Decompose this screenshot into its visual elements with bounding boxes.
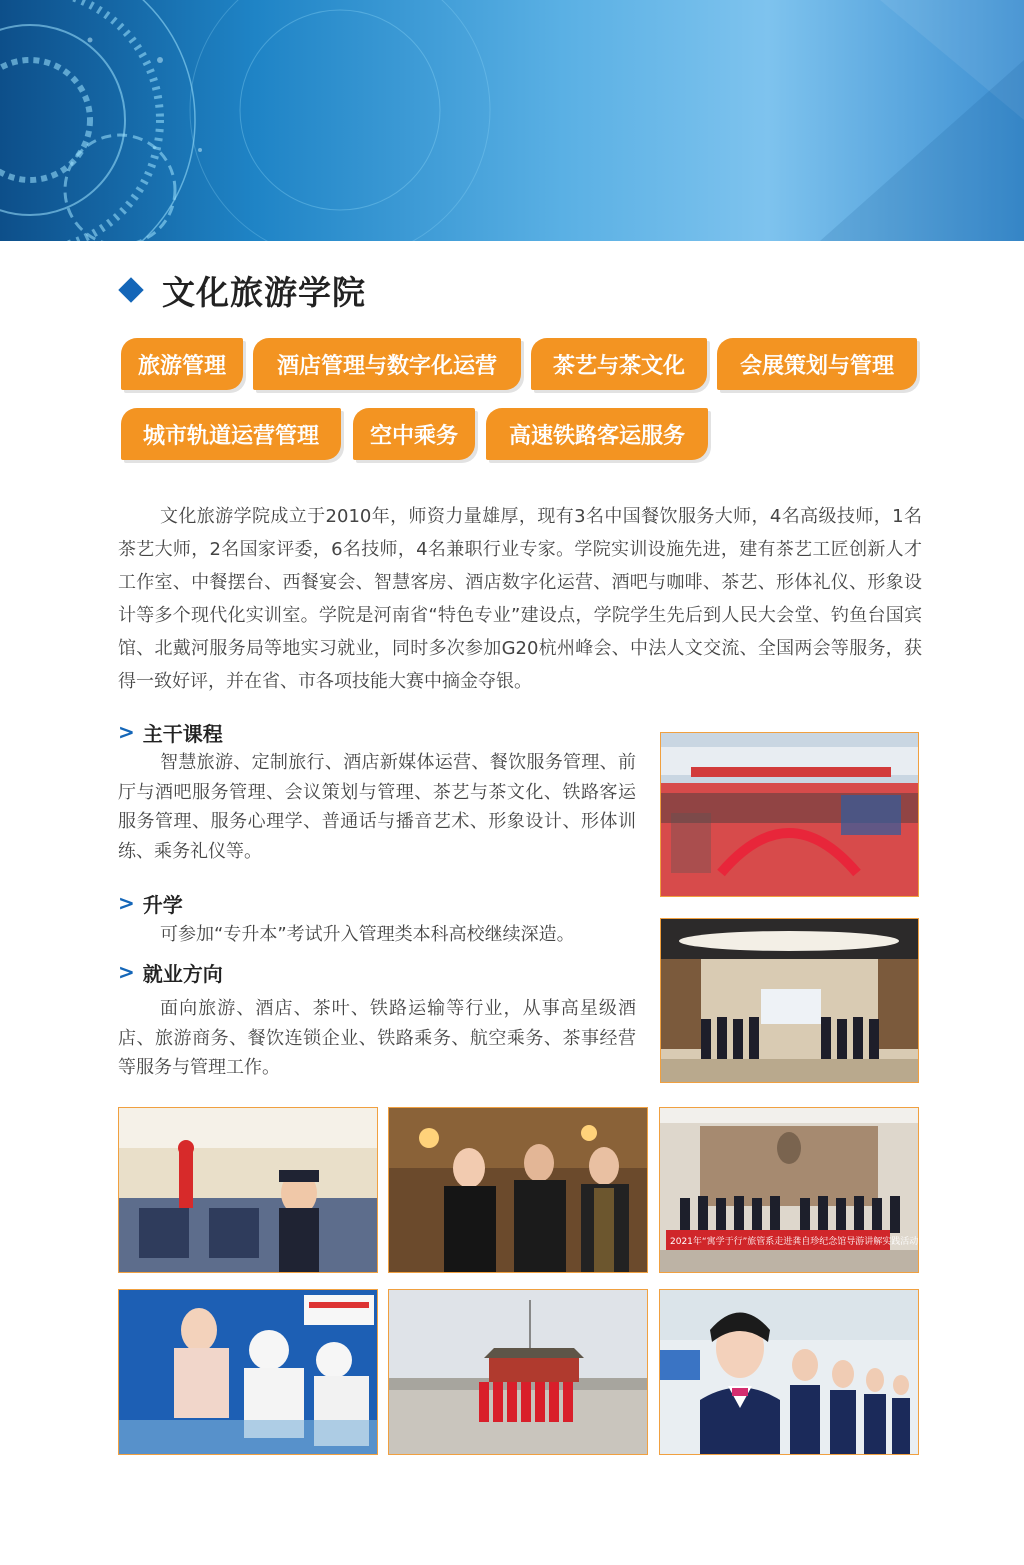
major-tag-tea: 茶艺与茶文化: [531, 338, 707, 390]
major-tag-urban-rail: 城市轨道运营管理: [121, 408, 341, 460]
photo-tea-art: [118, 1289, 378, 1455]
courses-heading: [118, 718, 223, 746]
further-study-body: 可参加“专升本”考试升入管理类本科高校继续深造。: [160, 924, 575, 945]
photo-train-attendant: [118, 1107, 378, 1273]
chevron-right-icon: >: [118, 720, 135, 744]
further-study-heading: [118, 889, 183, 917]
chevron-right-icon: >: [118, 960, 135, 984]
courses-title: 主干课程: [142, 721, 223, 746]
courses-body: 智慧旅游、定制旅行、酒店新媒体运营、餐饮服务管理、前厅与酒吧服务管理、会议策划与管理、茶艺与茶文化、铁路客运服务管理、服务心理学、普通话与播音艺术、形象设计、形体训练、乘务礼仪等。: [118, 752, 636, 862]
photo-flight-attendants: [659, 1289, 919, 1455]
header-banner: [0, 0, 1024, 241]
employment-body: 面向旅游、酒店、茶叶、铁路运输等行业，从事高星级酒店、旅游商务、餐饮连锁企业、铁路乘务、航空乘务、茶事经营等服务与管理工作。: [118, 998, 636, 1078]
major-tag-flight-attendant: 空中乘务: [353, 408, 475, 460]
photo-expo: [660, 732, 919, 897]
intro-paragraph: 文化旅游学院成立于2010年，师资力量雄厚，现有3名中国餐饮服务大师，4名高级技师，1名茶艺大师，2名国家评委，6名技师，4名兼职行业专家。学院实训设施先进，建有茶艺工匠创新人才工作室、中餐摆台、西餐宴会、智慧客房、酒店数字化运营、酒吧与咖啡、茶艺、形体礼仪、形象设计等多个现代化实训室。学院是河南省“特色专业”建设点，学院学生先后到人民大会堂、钓鱼台国宾馆、北戴河服务局等地实习就业，同时多次参加G20杭州峰会、中法人文交流、全国两会等服务，获得一致好评，并在省、市各项技能大赛中摘金夺银。: [118, 506, 922, 692]
photo-library-staff: [660, 918, 919, 1083]
major-tag-high-speed-rail: 高速铁路客运服务: [486, 408, 708, 460]
photo-tiananmen-group: [388, 1289, 648, 1455]
further-study-title: 升学: [142, 892, 183, 917]
employment-title: 就业方向: [142, 961, 223, 986]
museum-banner-text: 2021年“寓学于行”旅管系走进龚自珍纪念馆导游讲解实践活动: [670, 1237, 918, 1247]
major-tag-exhibition: 会展策划与管理: [717, 338, 917, 390]
major-tag-tourism: 旅游管理: [121, 338, 243, 390]
section-title-row: [118, 268, 366, 312]
page-title: 文化旅游学院: [162, 272, 366, 312]
tech-circles-graphic: [0, 0, 1024, 241]
chevron-right-icon: >: [118, 891, 135, 915]
diamond-icon: [118, 277, 143, 302]
photo-hotel-staff: [388, 1107, 648, 1273]
major-tag-hotel: 酒店管理与数字化运营: [253, 338, 521, 390]
employment-heading: [118, 958, 223, 986]
photo-museum-group: [659, 1107, 919, 1273]
